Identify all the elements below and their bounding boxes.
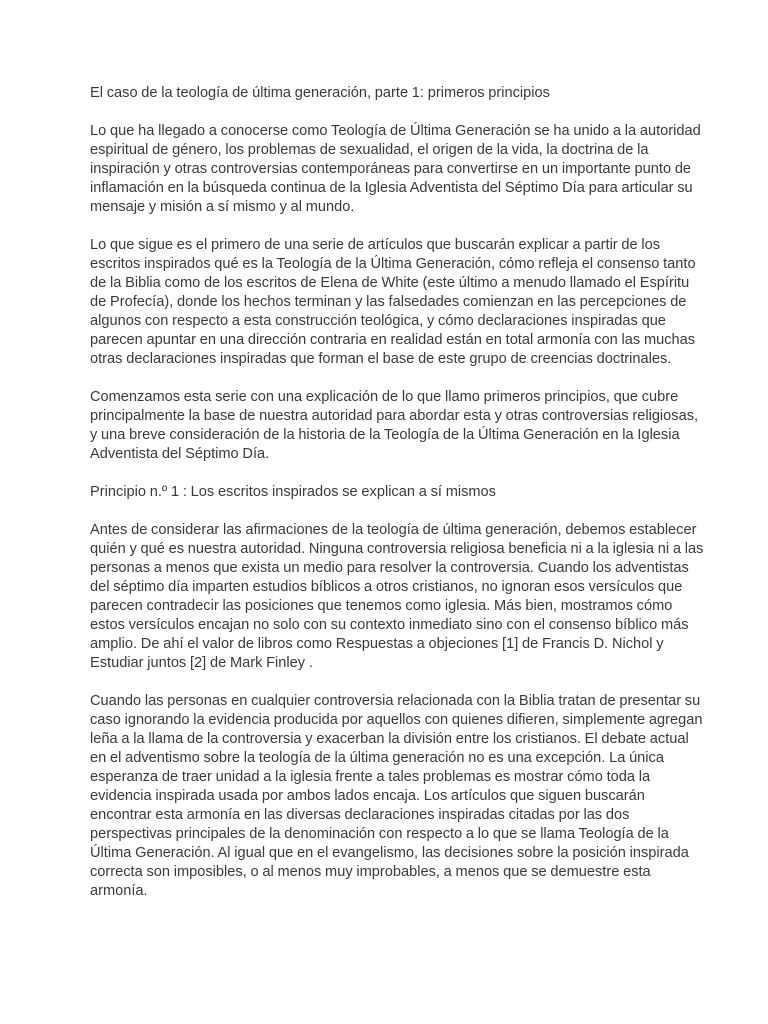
paragraph-intro-2: Lo que sigue es el primero de una serie de artículos que buscarán explicar a partir de los escritos inspirados qué es la Teología de la Última Generación, cómo refleja el consenso tanto de la Biblia como de los escritos de Elena de White (este último a menudo llamado el Espíritu de Profecía), donde los hechos terminan y las falsedades comienzan en las percepciones de algunos con respecto a esta construcción teológica, y cómo declaraciones inspiradas que parecen apuntar en una dirección contraria en realidad están en total armonía con las muchas otras declaraciones inspiradas que forman el base de este grupo de creencias doctrinales. [90,237,696,367]
section-heading: Principio n.º 1 : Los escritos inspirados se explican a sí mismos [90,484,496,500]
document-title: El caso de la teología de última generación, parte 1: primeros principios [90,85,550,101]
paragraph-section-1: Antes de considerar las afirmaciones de la teología de última generación, debemos establecer quién y qué es nuestra autoridad. Ninguna controversia religiosa beneficia ni a la iglesia ni a las personas a menos que exista un medio para resolver la controversia. Cuando los adventistas del séptimo día imparten estudios bíblicos a otros cristianos, no ignoran esos versículos que parecen contradecir las posiciones que tenemos como iglesia. Más bien, mostramos cómo estos versículos encajan no solo con su contexto inmediato sino con el consenso bíblico más amplio. De ahí el valor de libros como Respuestas a objeciones [1] de Francis D. Nichol y Estudiar juntos [2] de Mark Finley . [90,522,704,671]
document-page [90,84,718,920]
paragraph-intro-3: Comenzamos esta serie con una explicación de lo que llamo primeros principios, que cubre principalmente la base de nuestra autoridad para abordar esta y otras controversias religiosas, y una breve consideración de la historia de la Teología de la Última Generación en la Iglesia Adventista del Séptimo Día. [90,389,699,462]
paragraph-intro-1: Lo que ha llegado a conocerse como Teología de Última Generación se ha unido a la autoridad espiritual de género, los problemas de sexualidad, el origen de la vida, la doctrina de la inspiración y otras controversias contemporáneas para convertirse en un importante punto de inflamación en la búsqueda continua de la Iglesia Adventista del Séptimo Día para articular su mensaje y misión a sí mismo y al mundo. [90,123,701,215]
paragraph-section-2: Cuando las personas en cualquier controversia relacionada con la Biblia tratan de presentar su caso ignorando la evidencia producida por aquellos con quienes difieren, simplemente agregan leña a la llama de la controversia y exacerban la división entre los cristianos. El debate actual en el adventismo sobre la teología de la última generación no es una excepción. La única esperanza de traer unidad a la iglesia frente a tales problemas es mostrar cómo toda la evidencia inspirada usada por ambos lados encaja. Los artículos que siguen buscarán encontrar esta armonía en las diversas declaraciones inspiradas citadas por las dos perspectivas principales de la denominación con respecto a lo que se llama Teología de la Última Generación. Al igual que en el evangelismo, las decisiones sobre la posición inspirada correcta son imposibles, o al menos muy improbables, a menos que se demuestre esta armonía. [90,693,703,899]
